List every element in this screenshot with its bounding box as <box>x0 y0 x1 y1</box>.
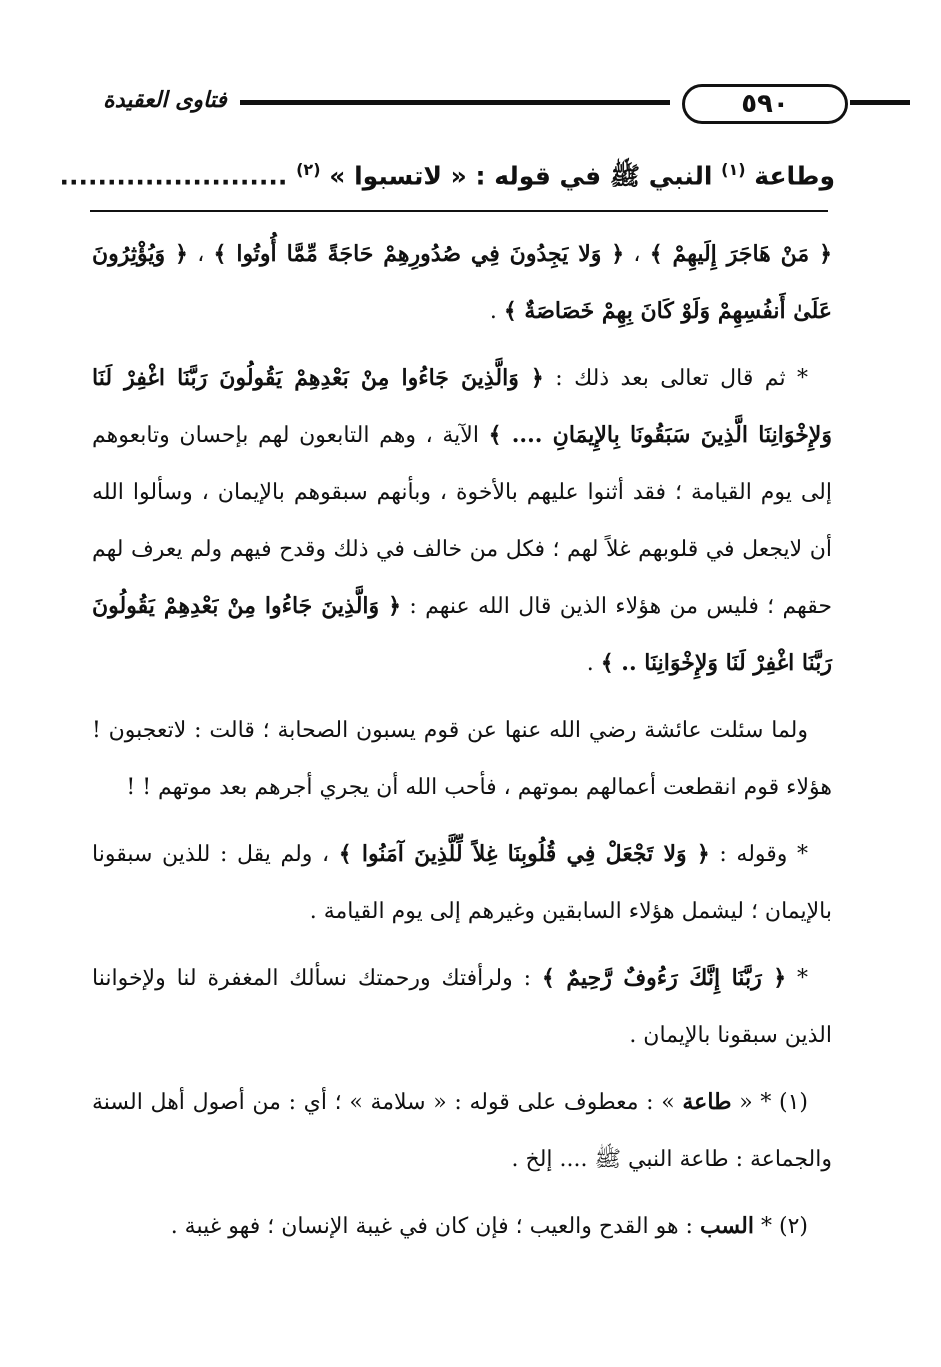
body-text: . <box>489 299 504 324</box>
body-text: ولما سئلت عائشة رضي الله عنها عن قوم يسبون الصحابة ؛ قالت : لاتعجبون ! هؤلاء قوم انقطعت أعمالهم بموتهم ، فأحب الله أن يجري أجرهم بعد موتهم ! ! <box>92 718 832 800</box>
body-text: * <box>786 966 808 991</box>
body-paragraph <box>92 350 832 692</box>
body-text: * وقوله : <box>709 842 809 867</box>
quran-quote: ﴿ وَلا يَجِدُونَ فِي صُدُورِهِمْ حَاجَةً مِّمَّا أُوتُوا ﴾ <box>213 241 625 267</box>
footnote-text: » : معطوف على قوله : « سلامة » ؛ أي : من أصول أهل السنة والجماعة : طاعة النبي ﷺ .... إلخ . <box>92 1090 832 1172</box>
footnotes <box>92 1074 832 1255</box>
body-text: . <box>586 651 601 676</box>
footnote <box>92 1074 832 1188</box>
body-text: : ولرأفتك ورحمتك نسألك المغفرة لنا ولإخواننا الذين سبقونا بالإيمان . <box>92 966 832 1048</box>
body-paragraph <box>92 826 832 940</box>
running-header <box>90 82 830 122</box>
quran-quote: ﴿ وَالَّذِينَ جَاءُوا مِنْ بَعْدِهِمْ يَقُولُونَ رَبَّنَا اغْفِرْ لَنَا وَلإِخْوَانِنَا الَّذِينَ سَبَقُونَا بِالإِيمَانِ .... ﴾ <box>92 365 832 448</box>
footnote-text: : هو القدح والعيب ؛ فإن كان في غيبة الإنسان ؛ فهو غيبة . <box>170 1214 700 1239</box>
page-number: ٥٩٠ <box>682 84 848 124</box>
body-text: * ثم قال تعالى بعد ذلك : <box>543 366 808 391</box>
page-body <box>92 226 832 1265</box>
quran-quote: ﴿ مَنْ هَاجَرَ إِلَيهِمْ ﴾ <box>649 241 832 267</box>
footnote-term: طاعة <box>682 1089 732 1115</box>
footnote-ref-1: (١) <box>721 160 746 179</box>
heading-rule <box>90 210 828 212</box>
body-paragraph <box>92 226 832 340</box>
footnote-ref-2: (٢) <box>296 160 321 179</box>
heading-dots: ........................ <box>59 161 288 191</box>
heading-main: النبي ﷺ في قوله : « لاتسبوا » <box>329 161 713 191</box>
body-paragraph <box>92 950 832 1064</box>
heading-prefix: وطاعة <box>754 161 835 191</box>
running-title: فتاوى العقيدة <box>90 84 240 118</box>
body-paragraph <box>92 702 832 816</box>
body-text: الآية ، وهم التابعون لهم بإحسان وتابعوهم إلى يوم القيامة ؛ فقد أثنوا عليهم بالأخوة ، وبأنهم سبقوهم بالإيمان ، وسألوا الله أن لايجعل في قلوبهم غلاً لهم ؛ فكل من خالف في ذلك وقدح فيهم ولم يعرف لهم حقهم ؛ فليس من هؤلاء الذين قال الله عنهم : <box>92 423 833 619</box>
footnote-text: (١) * « <box>731 1090 808 1115</box>
header-rule-right <box>850 100 910 105</box>
body-text: ، <box>187 242 214 267</box>
body-paragraphs <box>92 226 832 1064</box>
footnote-text: (٢) * <box>754 1214 808 1239</box>
section-heading <box>59 145 835 201</box>
body-text: ، <box>624 242 650 267</box>
footnote-term: السب <box>699 1213 754 1239</box>
quran-quote: ﴿ رَبَّنَا إِنَّكَ رَءُوفٌ رَّحِيمٌ ﴾ <box>541 965 787 991</box>
quran-quote: ﴿ وَيُؤْثِرُونَ عَلَىٰ أَنفُسِهِمْ وَلَوْ كَانَ بِهِمْ خَصَاصَةٌ ﴾ <box>92 241 832 324</box>
quran-quote: ﴿ وَالَّذِينَ جَاءُوا مِنْ بَعْدِهِمْ يَقُولُونَ رَبَّنَا اغْفِرْ لَنَا وَلإِخْوَانِنَا .. ﴾ <box>92 593 832 676</box>
quran-quote: ﴿ وَلا تَجْعَلْ فِي قُلُوبِنَا غِلاً لِّلَّذِينَ آمَنُوا ﴾ <box>338 841 710 867</box>
body-text: ، ولم يقل : للذين سبقونا بالإيمان ؛ ليشمل هؤلاء السابقين وغيرهم إلى يوم القيامة . <box>92 842 832 924</box>
footnote <box>92 1198 832 1255</box>
